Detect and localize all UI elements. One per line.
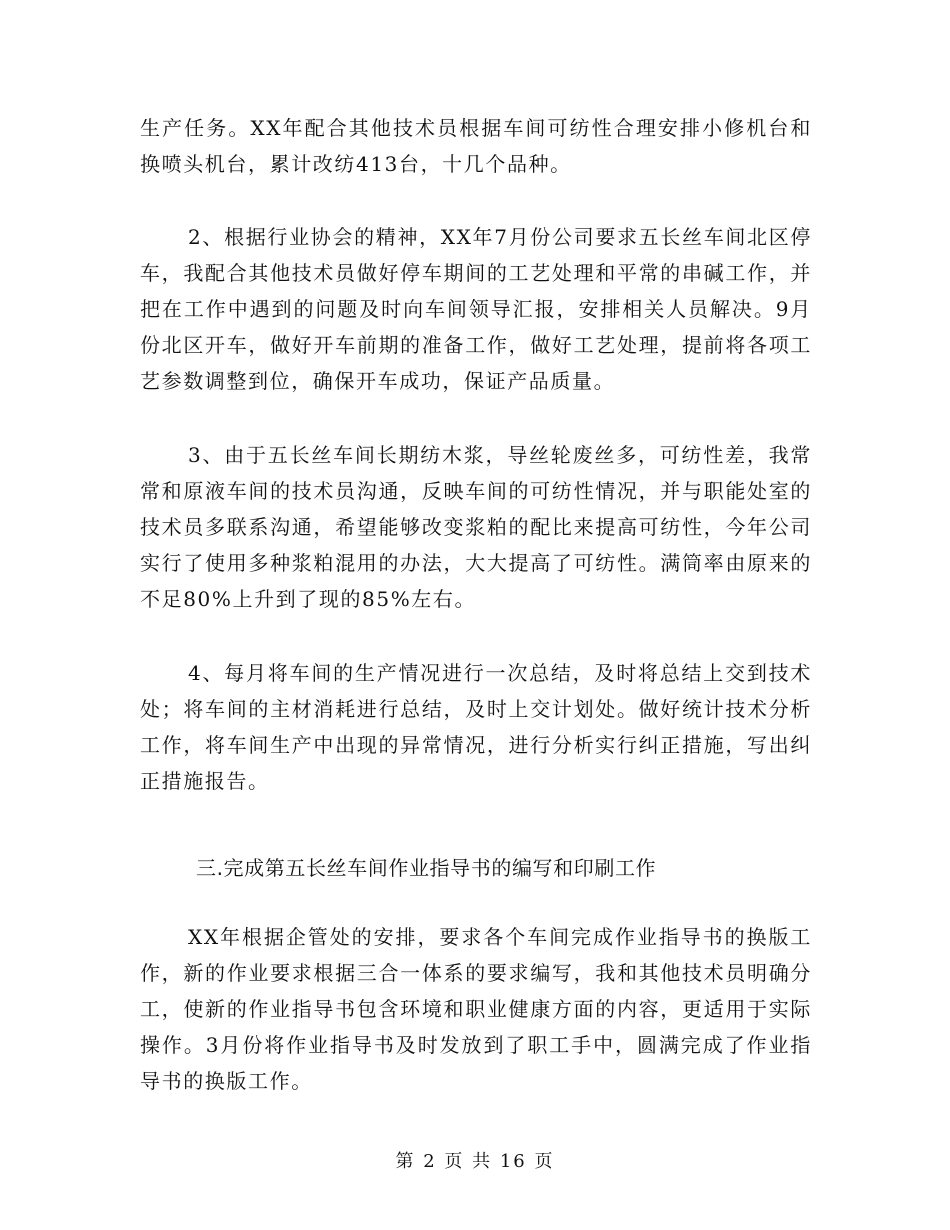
- paragraph-item-2: 2、根据行业协会的精神，XX年7月份公司要求五长丝车间北区停车，我配合其他技术员做好停车期间的工艺处理和平常的串碱工作，并把在工作中遇到的问题及时向车间领导汇报，安排相关人员解决。9月份北区开车，做好开车前期的准备工作，做好工艺处理，提前将各项工艺参数调整到位，确保开车成功，保证产品质量。: [140, 225, 812, 393]
- section-heading: 三.完成第五长丝车间作业指导书的编写和印刷工作: [196, 856, 657, 880]
- paragraph-item-3: 3、由于五长丝车间长期纺木浆，导丝轮废丝多，可纺性差，我常常和原液车间的技术员沟通，反映车间的可纺性情况，并与职能处室的技术员多联系沟通，希望能够改变浆粕的配比来提高可纺性，今年公司实行了使用多种浆粕混用的办法，大大提高了可纺性。满筒率由原来的不足80%上升到了现的85%左右。: [140, 443, 812, 611]
- paragraph-continuation: 生产任务。XX年配合其他技术员根据车间可纺性合理安排小修机台和换喷头机台，累计改纺413台，十几个品种。: [140, 116, 812, 176]
- paragraph-item-4: 4、每月将车间的生产情况进行一次总结，及时将总结上交到技术处；将车间的主材消耗进行总结，及时上交计划处。做好统计技术分析工作，将车间生产中出现的异常情况，进行分析实行纠正措施，写出纠正措施报告。: [140, 661, 812, 793]
- page-number-footer: 第 2 页 共 16 页: [395, 1151, 555, 1172]
- paragraph-section-body: XX年根据企管处的安排，要求各个车间完成作业指导书的换版工作，新的作业要求根据三合一体系的要求编写，我和其他技术员明确分工，使新的作业指导书包含环境和职业健康方面的内容，更适用于实际操作。3月份将作业指导书及时发放到了职工手中，圆满完成了作业指导书的换版工作。: [140, 925, 812, 1093]
